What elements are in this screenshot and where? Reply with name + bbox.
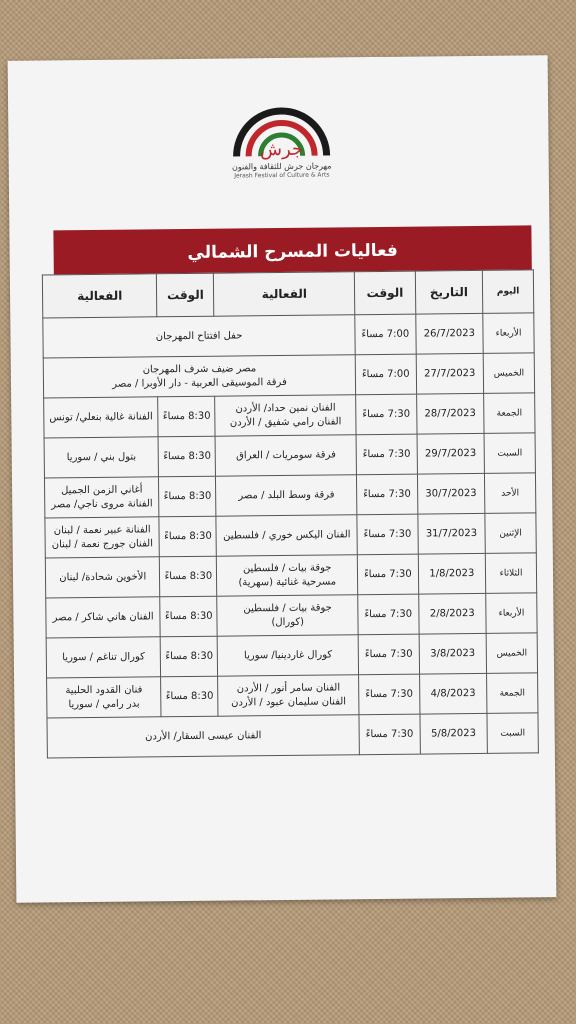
cell-day: [483, 313, 534, 354]
cell-date: [419, 633, 487, 674]
cell-text: 27/7/2023: [424, 367, 476, 380]
cell-day: [487, 713, 538, 754]
festival-logo: [226, 97, 337, 198]
cell-event: [216, 515, 357, 556]
cell-day: [484, 393, 535, 434]
cell-text: مسرحية غنائية (سهرية): [238, 575, 337, 588]
cell-date: [416, 353, 484, 394]
table-row: [46, 593, 537, 638]
cell-text: الفنان سليمان عبود / الأردن: [231, 695, 347, 709]
cell-text: أغاني الزمن الجميل: [61, 483, 143, 496]
cell-text: الإثنين: [499, 527, 522, 539]
cell-day: [487, 673, 538, 714]
cell-text: 8:30 مساءً: [164, 570, 213, 582]
cell-time2: [159, 516, 216, 557]
cell-date: [417, 513, 485, 554]
cell-event: [215, 395, 356, 436]
cell-text: 7:30 مساءً: [362, 448, 411, 460]
cell-day: [485, 513, 536, 554]
cell-time2: [160, 556, 217, 597]
cell-time: [358, 594, 419, 635]
cell-text: كورال غاردينيا/ سوريا: [243, 648, 333, 661]
cell-date: [420, 713, 488, 754]
cell-time: [356, 394, 417, 435]
cell-text: الفنان نمين حداد/ الأردن: [235, 401, 336, 414]
cell-day: [486, 593, 537, 634]
table-row: [44, 393, 535, 438]
cell-day: [486, 633, 537, 674]
cell-text: الأخوين شحادة/ لبنان: [59, 570, 147, 583]
cell-event: [47, 715, 360, 758]
cell-text: 7:30 مساءً: [365, 688, 414, 700]
cell-text: 8:30 مساءً: [164, 530, 212, 542]
cell-text: 1/8/2023: [429, 567, 475, 579]
table-row: [44, 433, 535, 478]
cell-text: فنان القدود الحلبية: [65, 683, 143, 696]
cell-text: الأربعاء: [498, 607, 525, 619]
cell-date: [417, 433, 485, 474]
cell-text: 4/8/2023: [430, 687, 476, 699]
cell-text: حفل افتتاح المهرجان: [155, 329, 243, 342]
cell-time2: [160, 596, 217, 637]
cell-event2: [46, 637, 161, 678]
cell-time: [355, 354, 416, 395]
cell-time2: [161, 676, 218, 717]
cell-text: الفنان عيسى السقار/ الأردن: [145, 729, 262, 742]
cell-text: جوقة بيات / فلسطين: [243, 601, 332, 614]
cell-time: [357, 514, 418, 555]
cell-event2: [45, 517, 160, 558]
cell-text: 7:30 مساءً: [363, 528, 412, 540]
table-row: [43, 313, 534, 358]
cell-text: السبت: [497, 447, 523, 459]
table-row: [43, 353, 534, 398]
cell-event: [215, 435, 356, 476]
cell-time2: [158, 396, 215, 437]
brochure-page: [8, 55, 557, 903]
table-row: [45, 553, 536, 598]
cell-text: الفنان هاني شاكر / مصر: [52, 610, 154, 623]
logo-text: جرش: [259, 138, 304, 161]
cell-text: الخميس: [496, 647, 528, 659]
cell-text: فرقة الموسيقى العربية - دار الأوبرا / مصر: [112, 376, 287, 390]
cell-text: 8:30 مساءً: [165, 650, 214, 662]
cell-event2: [47, 677, 162, 718]
cell-event2: [46, 597, 161, 638]
col-event: الفعالية: [214, 272, 355, 316]
schedule-table: [42, 269, 539, 758]
table-header-row: [42, 270, 533, 318]
cell-event: [43, 315, 356, 358]
cell-text: 7:30 مساءً: [363, 568, 412, 580]
logo-arches-icon: [226, 97, 337, 160]
cell-event2: [45, 557, 160, 598]
cell-text: فرقة سومريات / العراق: [236, 448, 336, 461]
cell-text: الأربعاء: [495, 327, 522, 339]
cell-time: [359, 714, 420, 755]
cell-text: الفنانة عبير نعمة / لبنان: [53, 523, 151, 536]
cell-event: [218, 675, 359, 716]
cell-text: 2/8/2023: [429, 607, 475, 619]
cell-text: 8:30 مساءً: [164, 610, 213, 622]
cell-day: [483, 353, 534, 394]
cell-event: [217, 635, 358, 676]
cell-text: 7:30 مساءً: [364, 648, 413, 660]
cell-text: الفنان جورج نعمة / لبنان: [51, 537, 154, 550]
table-row: [46, 633, 537, 678]
cell-text: 28/7/2023: [424, 407, 476, 420]
cell-time: [356, 434, 417, 475]
cell-text: السبت: [500, 727, 526, 739]
cell-text: (كورال): [271, 616, 305, 628]
table-row: [45, 513, 536, 558]
col-time: الوقت: [354, 271, 415, 315]
cell-text: مصر ضيف شرف المهرجان: [142, 362, 257, 375]
cell-text: 29/7/2023: [424, 447, 477, 460]
cell-text: 8:30 مساءً: [163, 490, 212, 502]
cell-text: 7:30 مساءً: [364, 608, 413, 620]
cell-text: الفنانة مروى ناجي/ مصر: [51, 497, 153, 510]
col-event-2: الفعالية: [42, 274, 157, 318]
cell-event: [43, 355, 356, 398]
cell-date: [415, 313, 483, 354]
cell-text: 7:00 مساءً: [361, 328, 410, 340]
cell-text: بدر رامي / سوريا: [68, 698, 140, 710]
col-time-2: الوقت: [157, 273, 214, 317]
cell-time: [355, 314, 416, 355]
cell-date: [418, 593, 486, 634]
cell-text: 7:30 مساءً: [365, 728, 414, 740]
cell-time: [358, 634, 419, 675]
cell-time2: [159, 476, 216, 517]
cell-text: 3/8/2023: [430, 647, 476, 659]
cell-event2: [44, 397, 159, 438]
cell-event: [216, 475, 357, 516]
section-banner: فعاليات المسرح الشمالي: [53, 225, 531, 278]
cell-text: بتول بني / سوريا: [66, 451, 137, 463]
cell-text: 8:30 مساءً: [162, 410, 211, 422]
cell-time: [359, 674, 420, 715]
cell-text: الفنانة غالية بنعلي/ تونس: [49, 410, 153, 423]
cell-text: الفنان سامر أنور / الأردن: [236, 681, 341, 694]
cell-text: الجمعة: [499, 687, 526, 699]
cell-time: [357, 474, 418, 515]
cell-text: 8:30 مساءً: [163, 450, 212, 462]
cell-text: الجمعة: [496, 407, 523, 419]
col-day: اليوم: [482, 270, 533, 314]
cell-text: الأحد: [501, 488, 520, 499]
org-name-ar: مهرجان جرش للثقافة والفنون: [231, 161, 332, 172]
cell-date: [416, 393, 484, 434]
cell-time: [357, 554, 418, 595]
cell-event: [217, 555, 358, 596]
cell-day: [484, 433, 535, 474]
cell-text: 26/7/2023: [423, 327, 476, 340]
cell-time2: [161, 636, 218, 677]
cell-text: 7:00 مساءً: [361, 368, 410, 380]
cell-time2: [158, 436, 215, 477]
cell-text: الثلاثاء: [499, 567, 523, 579]
cell-date: [419, 673, 487, 714]
cell-event2: [44, 477, 159, 518]
cell-text: الخميس: [493, 367, 525, 379]
table-row: [47, 673, 538, 718]
cell-text: فرقة وسط البلد / مصر: [238, 488, 335, 501]
cell-text: الفنان رامي شفيق / الأردن: [229, 415, 342, 429]
cell-event2: [44, 437, 159, 478]
cell-text: جوقة بيات / فلسطين: [242, 561, 332, 574]
cell-date: [418, 553, 486, 594]
cell-day: [485, 473, 536, 514]
cell-text: كورال تناغم / سوريا: [62, 650, 145, 663]
col-date: التاريخ: [415, 270, 483, 314]
cell-text: 30/7/2023: [425, 487, 477, 499]
cell-date: [417, 473, 485, 514]
cell-text: الفنان اليكس خوري / فلسطين: [223, 528, 351, 542]
cell-event: [217, 595, 358, 636]
cell-text: 31/7/2023: [425, 527, 478, 539]
cell-text: 5/8/2023: [431, 727, 477, 739]
cell-text: 7:30 مساءً: [362, 408, 411, 420]
table-row: [47, 713, 538, 758]
table-row: [44, 473, 535, 518]
cell-text: 8:30 مساءً: [165, 690, 214, 702]
cell-day: [485, 553, 536, 594]
schedule-body: [43, 313, 539, 758]
org-name-en: Jerash Festival of Culture & Arts: [234, 171, 330, 180]
cell-text: 7:30 مساءً: [363, 488, 411, 500]
